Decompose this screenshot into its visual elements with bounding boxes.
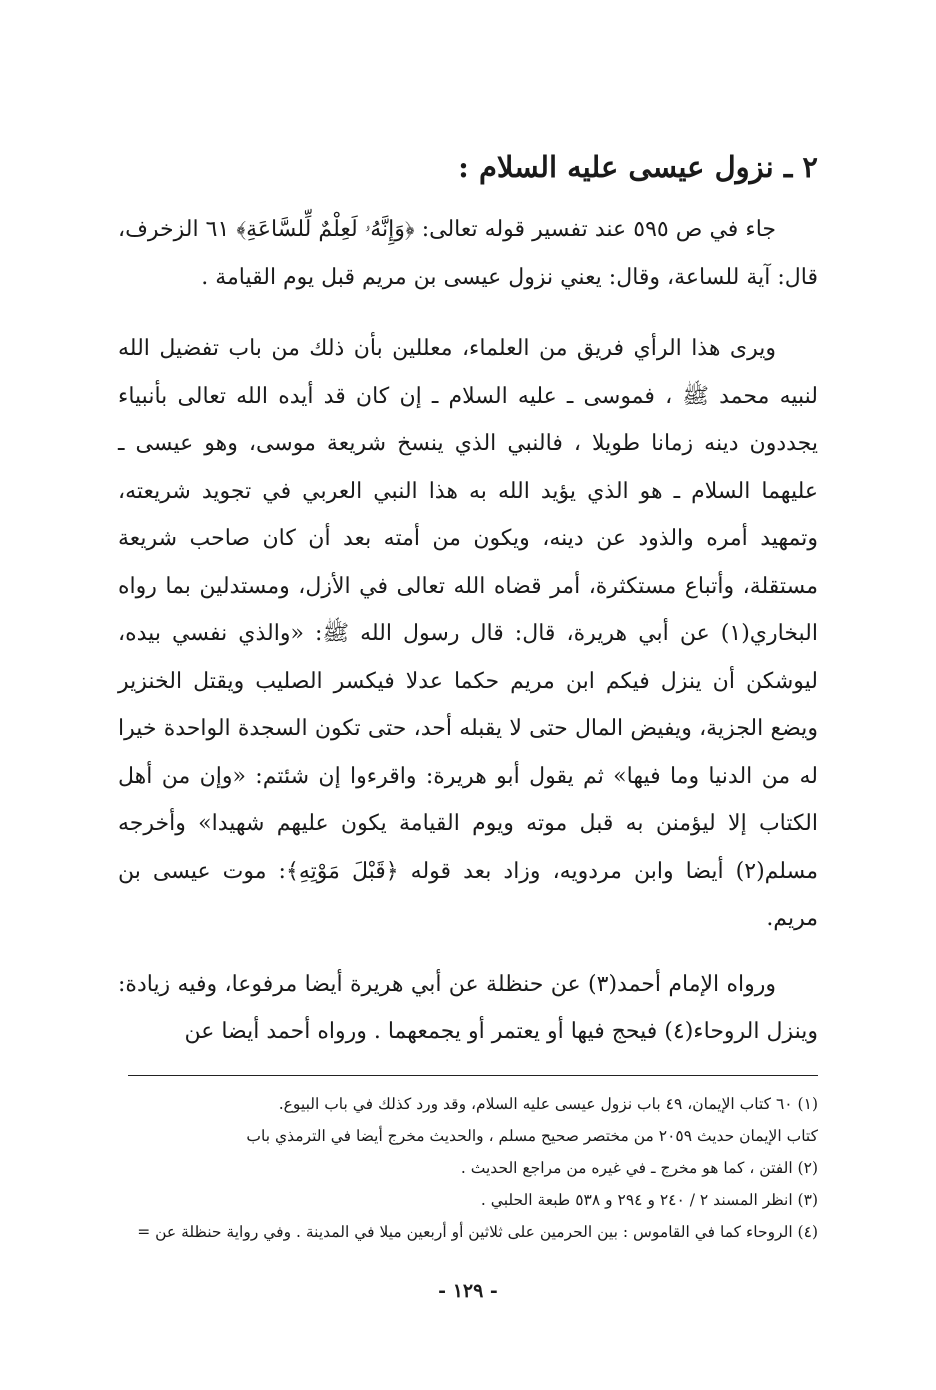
- footnote-1: (١) ٦٠ كتاب الإيمان، ٤٩ باب نزول عيسى عليه السلام، وقد ورد كذلك في باب البيوع.: [278, 1095, 818, 1113]
- footnotes: [118, 1088, 818, 1248]
- page-number: - ١٢٩ -: [438, 1280, 498, 1302]
- paragraph-3: ورواه الإمام أحمد(٣) عن حنظلة عن أبي هريرة أيضا مرفوعا، وفيه زيادة: وينزل الروحاء(٤) فيحج فيها أو يعتمر أو يجمعهما . ورواه أحمد أيضا عن: [118, 971, 818, 1044]
- footnote-4: (٤) الروحاء كما في القاموس : بين الحرمين على ثلاثين أو أربعين ميلا في المدينة . وفي رواية حنظلة عن =: [137, 1223, 818, 1241]
- footnote-divider: [128, 1075, 818, 1076]
- footnote-2-continuation: كتاب الإيمان حديث ٢٠٥٩ من مختصر صحيح مسلم ، والحديث مخرج أيضا في الترمذي باب: [246, 1127, 818, 1145]
- section-heading: ٢ ـ نزول عيسى عليه السلام :: [458, 150, 818, 184]
- paragraph-1: جاء في ص ٥٩٥ عند تفسير قوله تعالى: ﴿وَإِنَّهُۥ لَعِلْمٌ لِّلسَّاعَةِ﴾ ٦١ الزخرف، قال: آية للساعة، وقال: يعني نزول عيسى بن مريم قبل يوم القيامة .: [118, 217, 818, 290]
- footnote-2: (٢) الفتن ، كما هو مخرج ـ في غيره من مراجع الحديث .: [460, 1159, 818, 1177]
- footnote-3: (٣) انظر المسند ٢ / ٢٤٠ و ٢٩٤ و ٥٣٨ طبعة الحلبي .: [480, 1191, 818, 1209]
- body-text: [118, 206, 818, 1056]
- paragraph-2: ويرى هذا الرأي فريق من العلماء، معللين بأن ذلك من باب تفضيل الله لنبيه محمد ﷺ ، فموسى ـ عليه السلام ـ إن كان قد أيده الله تعالى بأنبياء يجددون دينه زمانا طويلا ، فالنبي الذي ينسخ شريعة موسى، وهو عيسى ـ عليهما السلام ـ هو الذي يؤيد الله به هذا النبي العربي في تجويد شريعته، وتمهيد أمره والذود عن دينه، ويكون من أمته بعد أن كان صاحب شريعة مستقلة، وأتباع مستكثرة، أمر قضاه الله تعالى في الأزل، ومستدلين بما رواه البخاري(١) عن أبي هريرة، قال: قال رسول الله ﷺ: «والذي نفسي بيده، ليوشكن أن ينزل فيكم ابن مريم حكما عدلا فيكسر الصليب ويقتل الخنزير ويضع الجزية، ويفيض المال حتى لا يقبله أحد، حتى تكون السجدة الواحدة خيرا له من الدنيا وما فيها» ثم يقول أبو هريرة: واقرءوا إن شئتم: «وإن من أهل الكتاب إلا ليؤمنن به قبل موته ويوم القيامة يكون عليهم شهيدا» وأخرجه مسلم(٢) أيضا وابن مردويه، وزاد بعد قوله ﴿قَبْلَ مَوْتِهِ﴾: موت عيسى بن مريم.: [118, 336, 818, 931]
